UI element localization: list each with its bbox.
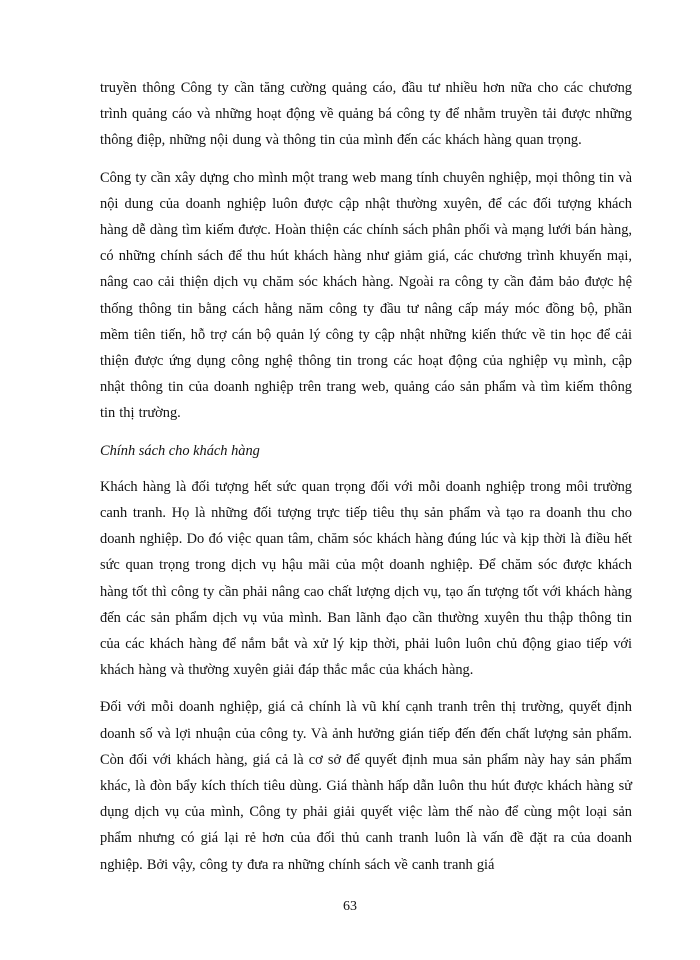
paragraph-pricing: Đối với mỗi doanh nghiệp, giá cả chính là vũ khí cạnh tranh trên thị trường, quyết định doanh số và lợi nhuận của công ty. Và ảnh hưởng gián tiếp đến đến chất lượng sản phẩm. Còn đối với khách hàng, giá cả là cơ sở để quyết định mua sản phẩm này hay sản phẩm khác, là đòn bẩy kích thích tiêu dùng. Giá thành hấp dẫn luôn thu hút được khách hàng sử dụng dịch vụ của mình, Công ty phải giải quyết việc làm thế nào để cùng một loại sản phẩm nhưng có giá lại rẻ hơn của đối thủ canh tranh luôn là vấn đề đặt ra của doanh nghiệp. Bởi vậy, công ty đưa ra những chính sách về canh tranh giá — [100, 699, 632, 873]
page-body — [100, 75, 632, 889]
paragraph-website: Công ty cần xây dựng cho mình một trang web mang tính chuyên nghiệp, mọi thông tin và nội dung của doanh nghiệp luôn được cập nhật thường xuyên, để các đối tượng khách hàng dễ dàng tìm kiếm được. Hoàn thiện các chính sách phân phối và mạng lưới bán hàng, có những chính sách để thu hút khách hàng như giảm giá, các chương trình khuyến mại, nâng cao cải thiện dịch vụ chăm sóc khách hàng. Ngoài ra công ty cần đảm bảo được hệ thống thông tin bằng cách hằng năm công ty đầu tư nâng cấp máy móc đồng bộ, phần mềm tiên tiến, hỗ trợ cán bộ quản lý công ty cập nhật những kiến thức về tin học để cải thiện được ứng dụng công nghệ thông tin trong các hoạt động của nghiệp vụ mình, cập nhật thông tin của doanh nghiệp trên trang web, quảng cáo sản phẩm và tìm kiếm thông tin thị trường. — [100, 169, 632, 422]
section-heading-customer-policy: Chính sách cho khách hàng — [100, 442, 260, 459]
paragraph-advertising: truyền thông Công ty cần tăng cường quảng cáo, đầu tư nhiều hơn nữa cho các chương trình quảng cáo và những hoạt động về quảng bá công ty để nhằm truyền tải được những thông điệp, những nội dung và thông tin của mình đến các khách hàng quan trọng. — [100, 80, 632, 149]
page-number: 63 — [343, 899, 357, 914]
paragraph-customer-care: Khách hàng là đối tượng hết sức quan trọng đối với mỗi doanh nghiệp trong môi trường canh tranh. Họ là những đối tượng trực tiếp tiêu thụ sản phẩm và tạo ra doanh thu cho doanh nghiệp. Do đó việc quan tâm, chăm sóc khách hàng đúng lúc và kịp thời là điều hết sức quan trọng trong dịch vụ hậu mãi của một doanh nghiệp. Để chăm sóc được khách hàng tốt thì công ty cần phải nâng cao chất lượng dịch vụ, tạo ấn tượng tốt với khách hàng đến các sản phẩm dịch vụ vủa mình. Ban lãnh đạo cần thường xuyên thu thập thông tin của các khách hàng để nắm bắt và xử lý kịp thời, phải luôn luôn chủ động giao tiếp với khách hàng và thường xuyên giải đáp thắc mắc của khách hàng. — [100, 478, 632, 679]
